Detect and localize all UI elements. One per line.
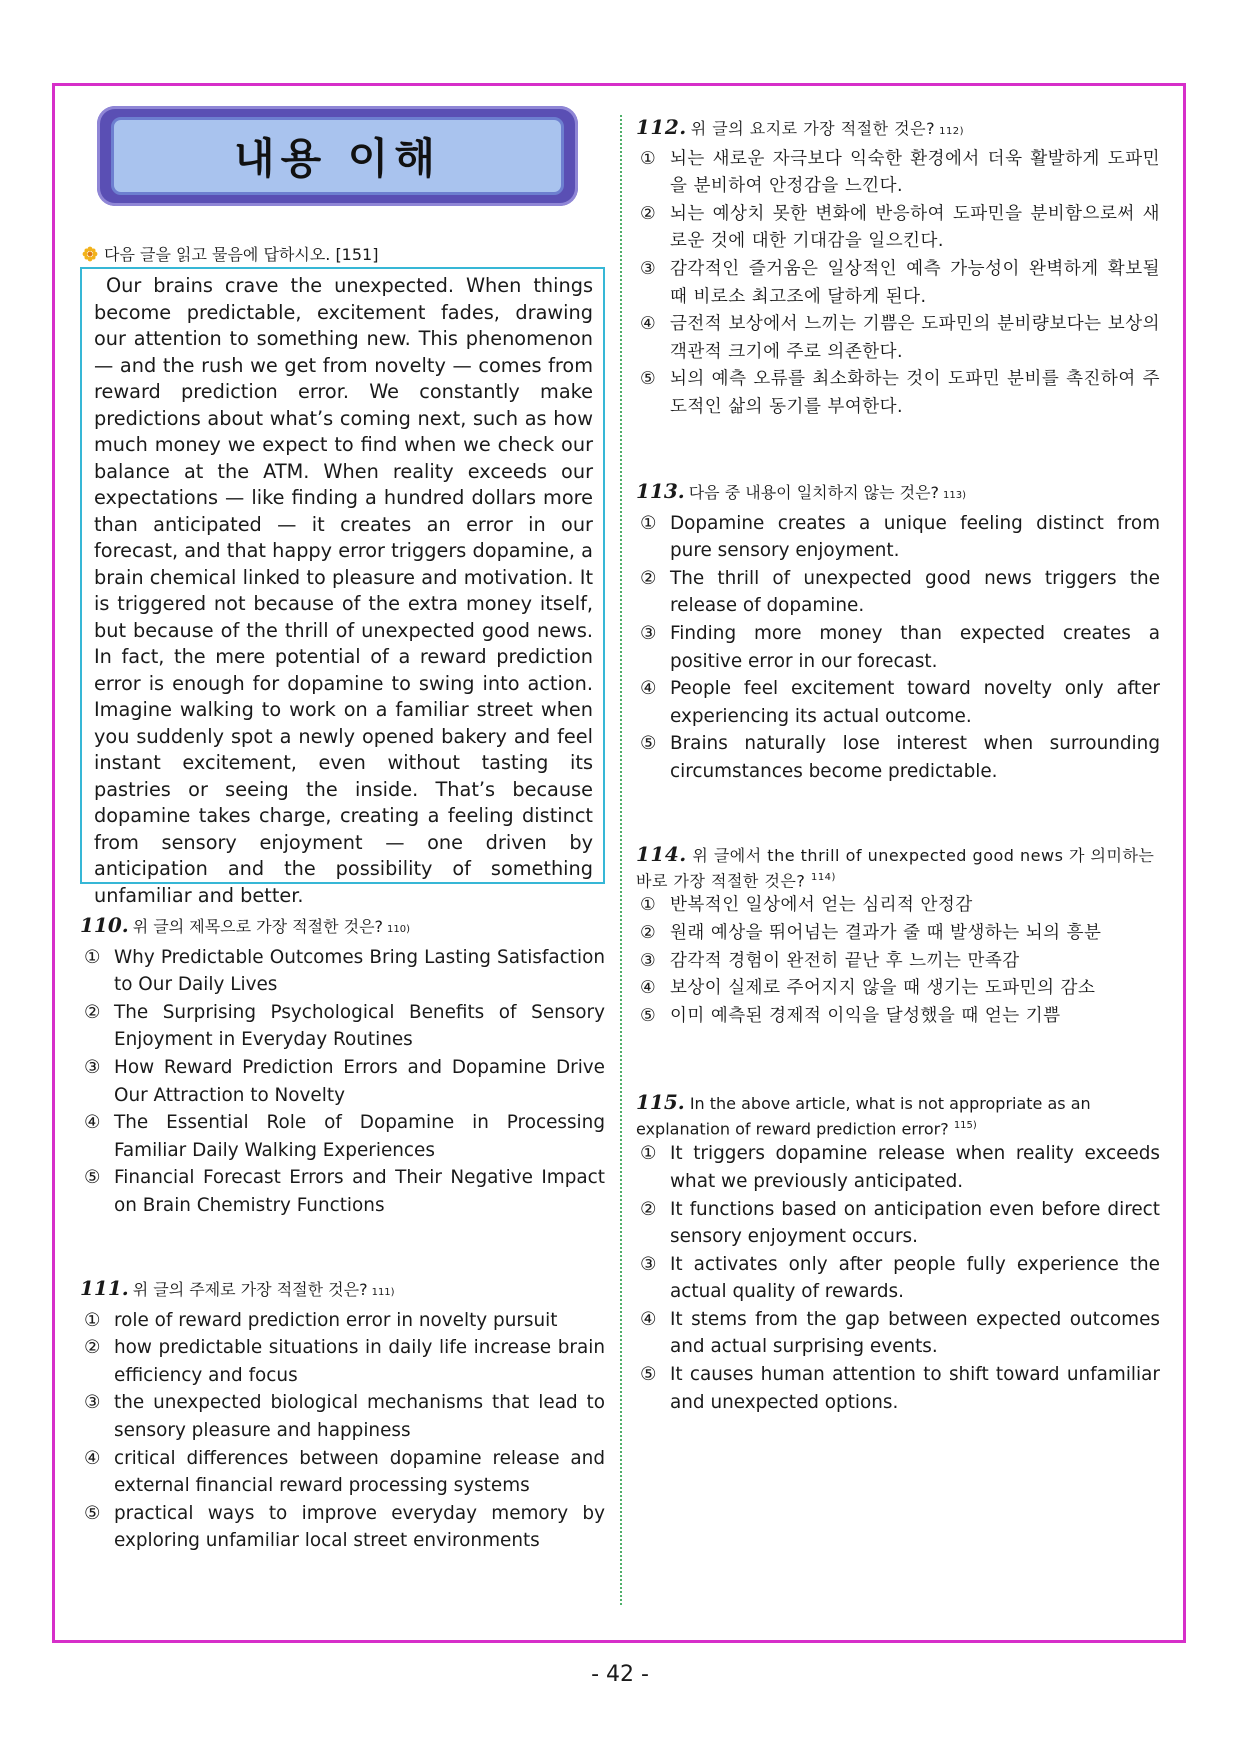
option-3[interactable] <box>636 620 1160 675</box>
option-mark: ② <box>640 922 657 943</box>
option-text: Financial Forecast Errors and Their Negative Impact on Brain Chemistry Functions <box>114 1167 605 1216</box>
option-text: how predictable situations in daily life increase brain efficiency and focus <box>114 1337 605 1386</box>
option-text: 원래 예상을 뛰어넘는 결과가 줄 때 발생하는 뇌의 흥분 <box>670 922 1102 943</box>
option-text: It triggers dopamine release when reality exceeds what we previously anticipated. <box>670 1143 1160 1192</box>
option-5[interactable] <box>80 1164 605 1219</box>
option-5[interactable] <box>636 1361 1160 1416</box>
question-113 <box>636 478 1160 786</box>
option-text: 금전적 보상에서 느끼는 기쁨은 도파민의 분비량보다는 보상의 객관적 크기에 주로 의존한다. <box>670 314 1160 362</box>
option-2[interactable] <box>80 1334 605 1389</box>
option-mark: ④ <box>640 978 657 999</box>
option-mark: ① <box>640 512 657 534</box>
option-text: role of reward prediction error in novelty pursuit <box>114 1309 558 1331</box>
option-4[interactable] <box>636 311 1160 366</box>
question-number: 115. <box>636 1090 685 1114</box>
option-text: 뇌는 예상치 못한 변화에 반응하여 도파민을 분비함으로써 새로운 것에 대한 기대감을 일으킨다. <box>670 203 1160 252</box>
option-1[interactable] <box>636 1140 1160 1195</box>
option-2[interactable] <box>80 999 605 1054</box>
option-1[interactable] <box>636 510 1160 565</box>
option-4[interactable] <box>80 1109 605 1164</box>
option-mark: ③ <box>640 258 657 279</box>
reading-passage <box>80 267 605 907</box>
footnote-ref: 114) <box>810 872 836 883</box>
footnote-ref: 115) <box>953 1120 977 1131</box>
question-header-text <box>636 1091 1160 1140</box>
option-mark: ⑤ <box>640 369 657 390</box>
question-header <box>80 1275 605 1307</box>
question-number: 112. <box>636 115 687 139</box>
question-prompt: In the above article, what is not appropriate as an explanation of reward prediction error? <box>636 1094 1091 1139</box>
option-text: Dopamine creates a unique feeling distinct from pure sensory enjoyment. <box>670 512 1160 562</box>
option-mark: ④ <box>84 1447 101 1469</box>
footnote-ref: 111) <box>371 1287 395 1298</box>
option-mark: ⑤ <box>640 1364 657 1386</box>
option-text: 이미 예측된 경제적 이익을 달성했을 때 얻는 기쁨 <box>670 1005 1061 1026</box>
question-header-text <box>636 843 1160 892</box>
option-1[interactable] <box>80 1307 605 1335</box>
option-5[interactable] <box>80 1500 605 1555</box>
option-text: People feel excitement toward novelty only after experiencing its actual outcome. <box>670 678 1160 727</box>
option-mark: ③ <box>640 1253 657 1275</box>
option-mark: ⑤ <box>84 1167 101 1189</box>
footnote-ref: 113) <box>943 490 967 501</box>
question-112 <box>636 114 1160 422</box>
option-text: practical ways to improve everyday memory by exploring unfamiliar local street environments <box>114 1502 605 1552</box>
option-1[interactable] <box>636 146 1160 201</box>
option-text: It causes human attention to shift toward unfamiliar and unexpected options. <box>670 1364 1160 1413</box>
option-mark: ④ <box>640 678 657 700</box>
option-text: It functions based on anticipation even before direct sensory enjoyment occurs. <box>670 1198 1160 1248</box>
option-mark: ② <box>640 203 657 224</box>
question-prompt: 위 글의 요지로 가장 적절한 것은? <box>690 119 936 138</box>
question-header <box>636 478 1160 510</box>
page-number: - 42 - <box>591 1662 649 1687</box>
question-header <box>636 843 1160 892</box>
passage-text: Our brains crave the unexpected. When things become predictable, excitement fades, drawing our attention to something new. This phenomenon — and the rush we get from novelty — comes from reward prediction error. We constantly make predictions about what’s coming next, such as how much money we expect to find when we check our balance at the ATM. When reality exceeds our expectations — like finding a hundred dollars more than anticipated — it creates an error in our forecast, and that happy error triggers dopamine, a brain chemical linked to pleasure and motivation. It is triggered not because of the extra money itself, but because of the thrill of unexpected good news. In fact, the mere potential of a reward prediction error is enough for dopamine to swing into action. Imagine walking to work on a familiar street when you suddenly spot a newly opened bakery and feel instant excitement, even without tasting its pastries or seeing the inside. That’s because dopamine takes charge, creating a feeling distinct from sensory enjoyment — one driven by anticipation and the possibility of something unfamiliar and better. <box>94 274 593 907</box>
question-prompt: 다음 중 내용이 일치하지 않는 것은? <box>688 483 940 502</box>
question-114 <box>636 843 1160 1030</box>
question-115 <box>636 1091 1160 1416</box>
question-header <box>636 114 1160 146</box>
option-mark: ① <box>84 1309 101 1331</box>
option-5[interactable] <box>636 366 1160 421</box>
option-mark: ② <box>84 1001 101 1023</box>
option-2[interactable] <box>636 920 1160 948</box>
option-2[interactable] <box>636 565 1160 620</box>
option-3[interactable] <box>636 948 1160 976</box>
question-prompt: 위 글의 제목으로 가장 적절한 것은? <box>132 917 384 936</box>
option-mark: ① <box>640 148 657 169</box>
option-mark: ⑤ <box>84 1502 101 1524</box>
option-mark: ③ <box>84 1056 101 1078</box>
column-divider <box>620 115 622 1605</box>
option-4[interactable] <box>636 1306 1160 1361</box>
option-text: It stems from the gap between expected outcomes and actual surprising events. <box>670 1308 1160 1358</box>
option-text: 뇌는 새로운 자극보다 익숙한 환경에서 더욱 활발하게 도파민을 분비하여 안정감을 느낀다. <box>670 148 1160 197</box>
option-3[interactable] <box>636 1251 1160 1306</box>
option-text: 보상이 실제로 주어지지 않을 때 생기는 도파민의 감소 <box>670 978 1096 999</box>
option-4[interactable] <box>80 1445 605 1500</box>
question-header <box>636 1091 1160 1140</box>
question-header <box>80 912 605 944</box>
option-1[interactable] <box>636 892 1160 920</box>
option-text: 감각적 경험이 완전히 끝난 후 느끼는 만족감 <box>670 950 1020 971</box>
instruction-line <box>82 242 378 265</box>
option-text: the unexpected biological mechanisms that lead to sensory pleasure and happiness <box>114 1392 605 1441</box>
option-text: Finding more money than expected creates a positive error in our forecast. <box>670 622 1160 672</box>
option-4[interactable] <box>636 675 1160 730</box>
option-text: 반복적인 일상에서 얻는 심리적 안정감 <box>670 895 973 916</box>
option-text: The Surprising Psychological Benefits of Sensory Enjoyment in Everyday Routines <box>114 1001 605 1051</box>
section-title-panel <box>111 117 564 195</box>
option-text: critical differences between dopamine release and external financial reward processing systems <box>114 1447 605 1497</box>
section-title: 내용 이해 <box>234 134 441 183</box>
option-mark: ③ <box>84 1392 101 1414</box>
flower-icon <box>82 246 98 262</box>
option-text: The Essential Role of Dopamine in Processing Familiar Daily Walking Experiences <box>114 1112 605 1161</box>
option-text: It activates only after people fully experience the actual quality of rewards. <box>670 1253 1160 1303</box>
option-mark: ① <box>640 1143 657 1165</box>
option-text: The thrill of unexpected good news triggers the release of dopamine. <box>670 567 1160 617</box>
option-2[interactable] <box>636 201 1160 256</box>
option-mark: ① <box>640 895 657 916</box>
option-text: Why Predictable Outcomes Bring Lasting Satisfaction to Our Daily Lives <box>114 946 605 996</box>
question-111 <box>80 1275 605 1555</box>
option-mark: ② <box>84 1337 101 1359</box>
option-mark: ② <box>640 567 657 589</box>
option-text: 감각적인 즐거움은 일상적인 예측 가능성이 완벽하게 확보될 때 비로소 최고조에 달하게 된다. <box>670 258 1160 307</box>
question-110 <box>80 912 605 1220</box>
option-text: 뇌의 예측 오류를 최소화하는 것이 도파민 분비를 촉진하여 주도적인 삶의 동기를 부여한다. <box>670 369 1160 417</box>
option-mark: ③ <box>640 950 657 971</box>
question-prompt: 위 글의 주제로 가장 적절한 것은? <box>132 1280 368 1299</box>
option-mark: ⑤ <box>640 1005 657 1026</box>
option-mark: ④ <box>640 1308 657 1330</box>
question-prompt: 위 글에서 the thrill of unexpected good news 가 의미하는 바로 가장 적절한 것은? <box>636 846 1155 891</box>
footnote-ref: 112) <box>939 126 965 137</box>
option-mark: ⑤ <box>640 733 657 755</box>
question-number: 114. <box>636 842 687 866</box>
option-3[interactable] <box>80 1389 605 1444</box>
option-mark: ② <box>640 1198 657 1220</box>
option-mark: ③ <box>640 622 657 644</box>
option-4[interactable] <box>636 975 1160 1003</box>
option-5[interactable] <box>636 730 1160 785</box>
option-1[interactable] <box>80 944 605 999</box>
question-number: 113. <box>636 479 685 503</box>
question-number: 110. <box>80 913 129 937</box>
option-5[interactable] <box>636 1003 1160 1031</box>
instruction-text: 다음 글을 읽고 물음에 답하시오. [151] <box>104 245 379 264</box>
footnote-ref: 110) <box>387 924 411 935</box>
option-mark: ① <box>84 946 101 968</box>
option-mark: ④ <box>84 1112 101 1134</box>
option-text: Brains naturally lose interest when surrounding circumstances become predictable. <box>670 733 1160 782</box>
option-2[interactable] <box>636 1196 1160 1251</box>
option-mark: ④ <box>640 314 657 335</box>
option-3[interactable] <box>636 256 1160 311</box>
section-title-badge <box>97 106 578 206</box>
option-3[interactable] <box>80 1054 605 1109</box>
question-number: 111. <box>80 1276 129 1300</box>
option-text: How Reward Prediction Errors and Dopamine Drive Our Attraction to Novelty <box>114 1056 605 1106</box>
